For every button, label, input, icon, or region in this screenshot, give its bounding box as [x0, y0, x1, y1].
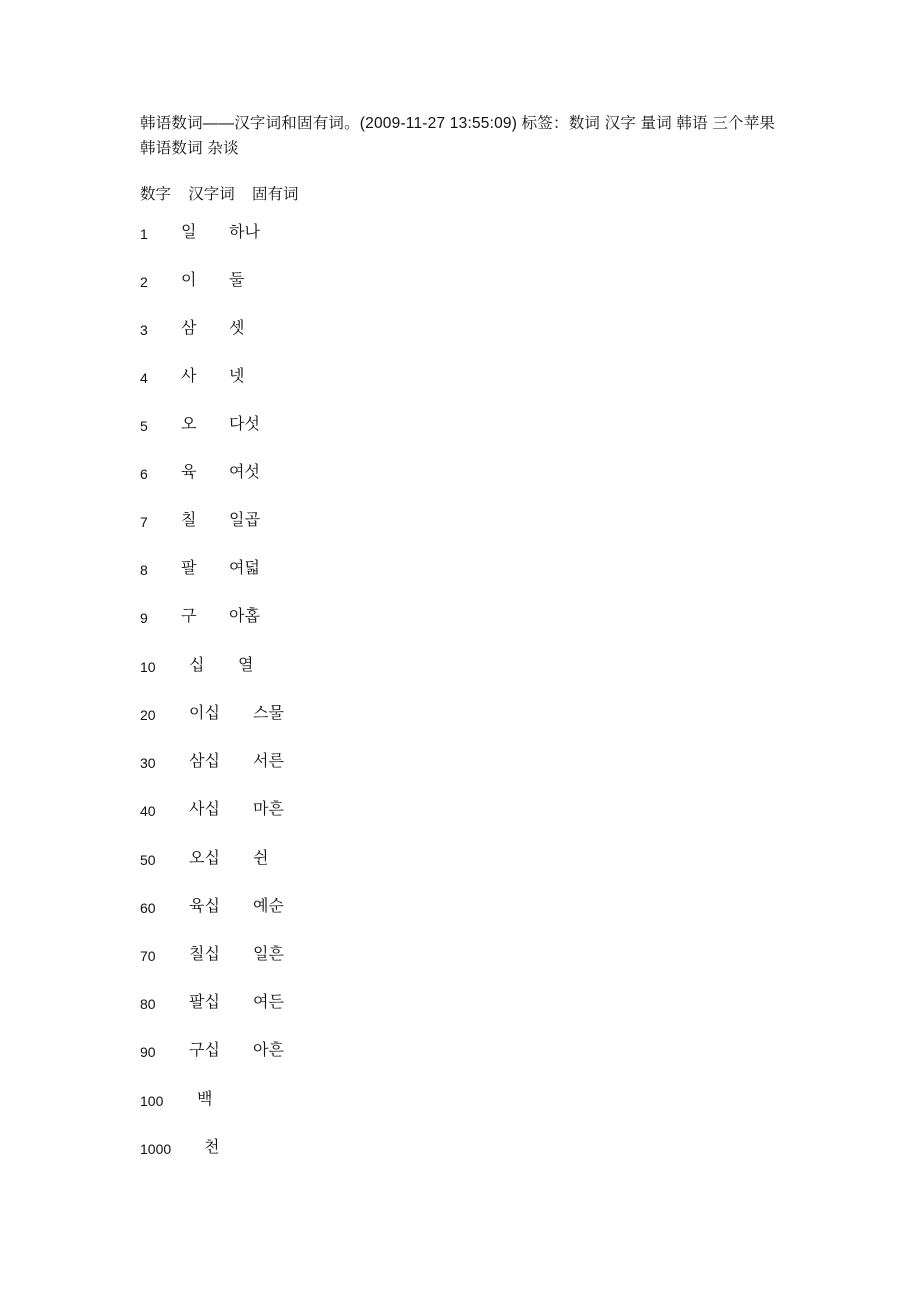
sino-korean-cell: 팔십 — [189, 994, 220, 1011]
number-cell: 10 — [140, 659, 156, 675]
native-korean-cell: 쉰 — [253, 850, 269, 867]
native-korean-cell: 아흔 — [253, 1042, 284, 1059]
number-cell: 1000 — [140, 1141, 172, 1157]
sino-korean-cell: 오십 — [189, 850, 220, 867]
sino-korean-cell: 이 — [181, 272, 197, 289]
number-cell: 70 — [140, 948, 156, 964]
number-cell: 5 — [140, 418, 148, 434]
native-korean-cell: 다섯 — [229, 416, 260, 433]
native-korean-cell: 예순 — [253, 898, 284, 915]
sino-korean-cell: 칠십 — [189, 946, 220, 963]
number-cell: 9 — [140, 610, 148, 626]
number-cell: 4 — [140, 370, 148, 386]
native-korean-cell: 하나 — [229, 224, 260, 241]
number-cell: 2 — [140, 274, 148, 290]
number-cell: 7 — [140, 514, 148, 530]
native-korean-cell: 넷 — [229, 368, 245, 385]
sino-korean-cell: 칠 — [181, 512, 197, 529]
sino-korean-cell: 이십 — [189, 705, 220, 722]
sino-korean-cell: 육십 — [189, 898, 220, 915]
native-korean-cell: 열 — [238, 657, 254, 674]
sino-korean-cell: 구십 — [189, 1042, 220, 1059]
native-korean-cell: 여덟 — [229, 560, 260, 577]
native-korean-cell: 서른 — [253, 753, 284, 770]
native-korean-cell: 스물 — [253, 705, 284, 722]
native-korean-cell: 일곱 — [229, 512, 260, 529]
sino-korean-cell: 구 — [181, 608, 197, 625]
sino-korean-cell: 백 — [197, 1091, 213, 1108]
native-korean-cell: 일흔 — [253, 946, 284, 963]
intro-paragraph: 韩语数词——汉字词和固有词。(2009-11-27 13:55:09) 标签：数词 汉字 量词 韩语 三个苹果 韩语数词 杂谈 — [140, 115, 776, 157]
native-korean-cell: 둘 — [229, 272, 245, 289]
native-korean-cell: 셋 — [229, 320, 245, 337]
native-korean-cell: 아홉 — [229, 608, 260, 625]
number-cell: 30 — [140, 755, 156, 771]
sino-korean-cell: 삼십 — [189, 753, 220, 770]
sino-korean-cell: 팔 — [181, 560, 197, 577]
number-cell: 100 — [140, 1093, 164, 1109]
table-header: 数字 汉字词 固有词 — [140, 186, 299, 203]
number-cell: 3 — [140, 322, 148, 338]
sino-korean-cell: 삼 — [181, 320, 197, 337]
sino-korean-cell: 천 — [204, 1139, 220, 1156]
number-cell: 50 — [140, 852, 156, 868]
sino-korean-cell: 십 — [189, 657, 205, 674]
number-cell: 90 — [140, 1044, 156, 1060]
sino-korean-cell: 육 — [181, 464, 197, 481]
native-korean-cell: 여섯 — [229, 464, 260, 481]
sino-korean-cell: 오 — [181, 416, 197, 433]
number-cell: 80 — [140, 996, 156, 1012]
native-korean-cell: 마흔 — [253, 801, 284, 818]
number-cell: 20 — [140, 707, 156, 723]
sino-korean-cell: 일 — [181, 224, 197, 241]
number-cell: 6 — [140, 466, 148, 482]
number-cell: 40 — [140, 803, 156, 819]
sino-korean-cell: 사 — [181, 368, 197, 385]
sino-korean-cell: 사십 — [189, 801, 220, 818]
number-cell: 8 — [140, 562, 148, 578]
number-cell: 60 — [140, 900, 156, 916]
number-cell: 1 — [140, 226, 148, 242]
native-korean-cell: 여든 — [253, 994, 284, 1011]
